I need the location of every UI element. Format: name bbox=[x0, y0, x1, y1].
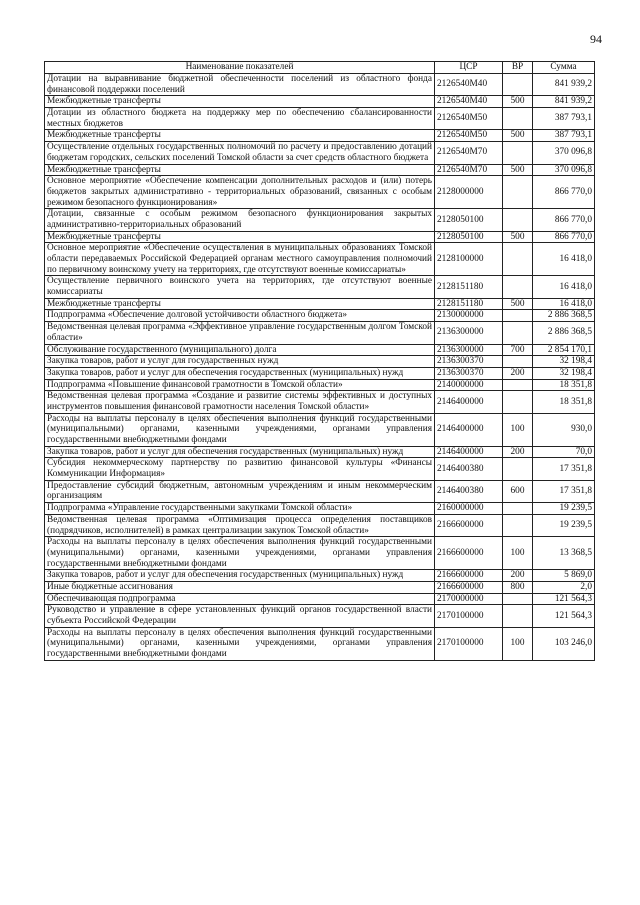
table-row bbox=[45, 243, 595, 276]
cell-vr: 700 bbox=[503, 344, 533, 356]
cell-csr: 2126540М40 bbox=[435, 74, 503, 96]
cell-csr: 2136300000 bbox=[435, 344, 503, 356]
table-header-row bbox=[45, 62, 595, 74]
cell-sum: 121 564,3 bbox=[533, 605, 595, 627]
cell-csr: 2128100000 bbox=[435, 243, 503, 276]
cell-csr: 2130000000 bbox=[435, 310, 503, 322]
cell-csr: 2170000000 bbox=[435, 593, 503, 605]
cell-vr: 500 bbox=[503, 130, 533, 142]
cell-sum: 17 351,8 bbox=[533, 458, 595, 480]
cell-sum: 17 351,8 bbox=[533, 480, 595, 502]
cell-csr: 2166600000 bbox=[435, 537, 503, 570]
page-number: 94 bbox=[590, 32, 602, 46]
cell-vr: 500 bbox=[503, 298, 533, 310]
cell-name: Подпрограмма «Повышение финансовой грамотности в Томской области» bbox=[45, 379, 435, 391]
cell-name: Осуществление первичного воинского учета на территориях, где отсутствуют военные комиссариаты bbox=[45, 276, 435, 298]
table-body bbox=[45, 74, 595, 661]
cell-sum: 103 246,0 bbox=[533, 627, 595, 660]
cell-csr: 2126540М40 bbox=[435, 96, 503, 108]
cell-csr: 2166600000 bbox=[435, 581, 503, 593]
table-row bbox=[45, 379, 595, 391]
cell-csr: 2146400000 bbox=[435, 446, 503, 458]
cell-csr: 2128151180 bbox=[435, 298, 503, 310]
cell-name: Межбюджетные трансферты bbox=[45, 298, 435, 310]
table-row bbox=[45, 130, 595, 142]
header-sum: Сумма bbox=[533, 62, 595, 74]
table-row bbox=[45, 627, 595, 660]
cell-csr: 2128050100 bbox=[435, 231, 503, 243]
cell-sum: 370 096,8 bbox=[533, 164, 595, 176]
cell-csr: 2128000000 bbox=[435, 176, 503, 209]
cell-csr: 2128050100 bbox=[435, 209, 503, 231]
cell-sum: 841 939,2 bbox=[533, 74, 595, 96]
cell-vr bbox=[503, 503, 533, 515]
table-row bbox=[45, 413, 595, 446]
cell-csr: 2146400380 bbox=[435, 458, 503, 480]
cell-csr: 2126540М50 bbox=[435, 130, 503, 142]
cell-csr: 2166600000 bbox=[435, 514, 503, 536]
cell-sum: 16 418,0 bbox=[533, 298, 595, 310]
cell-csr: 2146400000 bbox=[435, 391, 503, 413]
table-row bbox=[45, 514, 595, 536]
cell-vr: 200 bbox=[503, 446, 533, 458]
cell-name: Межбюджетные трансферты bbox=[45, 130, 435, 142]
cell-sum: 841 939,2 bbox=[533, 96, 595, 108]
cell-vr bbox=[503, 514, 533, 536]
cell-sum: 70,0 bbox=[533, 446, 595, 458]
header-name: Наименование показателей bbox=[45, 62, 435, 74]
cell-sum: 370 096,8 bbox=[533, 142, 595, 164]
cell-vr bbox=[503, 605, 533, 627]
cell-csr: 2126540М70 bbox=[435, 142, 503, 164]
cell-csr: 2146400380 bbox=[435, 480, 503, 502]
cell-vr: 500 bbox=[503, 96, 533, 108]
cell-csr: 2136300370 bbox=[435, 367, 503, 379]
cell-name: Расходы на выплаты персоналу в целях обеспечения выполнения функций государственными (муниципальными) органами, казенными учреждениями, органами управления государственными внебюджетными фондами bbox=[45, 413, 435, 446]
table-row bbox=[45, 298, 595, 310]
cell-sum: 32 198,4 bbox=[533, 356, 595, 368]
cell-name: Подпрограмма «Управление государственными закупками Томской области» bbox=[45, 503, 435, 515]
cell-vr bbox=[503, 391, 533, 413]
cell-sum: 2 854 170,1 bbox=[533, 344, 595, 356]
cell-sum: 19 239,5 bbox=[533, 514, 595, 536]
cell-vr bbox=[503, 142, 533, 164]
cell-sum: 121 564,3 bbox=[533, 593, 595, 605]
cell-vr bbox=[503, 310, 533, 322]
cell-sum: 866 770,0 bbox=[533, 231, 595, 243]
cell-name: Руководство и управление в сфере установленных функций органов государственной власти субъекта Российской Федерации bbox=[45, 605, 435, 627]
cell-sum: 387 793,1 bbox=[533, 108, 595, 130]
cell-name: Межбюджетные трансферты bbox=[45, 164, 435, 176]
cell-vr: 800 bbox=[503, 581, 533, 593]
table-row bbox=[45, 276, 595, 298]
cell-sum: 19 239,5 bbox=[533, 503, 595, 515]
cell-name: Дотации на выравнивание бюджетной обеспеченности поселений из областного фонда финансовой поддержки поселений bbox=[45, 74, 435, 96]
cell-name: Основное мероприятие «Обеспечение компенсации дополнительных расходов и (или) потерь бюджетов закрытых административно - территориальных образований, связанных с особым режимом безопасного функционирования» bbox=[45, 176, 435, 209]
cell-vr bbox=[503, 108, 533, 130]
cell-vr bbox=[503, 176, 533, 209]
cell-sum: 18 351,8 bbox=[533, 391, 595, 413]
cell-name: Ведомственная целевая программа «Создание и развитие системы эффективных и доступных инструментов повышения финансовой грамотности населения Томской области» bbox=[45, 391, 435, 413]
cell-csr: 2136300370 bbox=[435, 356, 503, 368]
cell-name: Расходы на выплаты персоналу в целях обеспечения выполнения функций государственными (муниципальными) органами, казенными учреждениями, органами управления государственными внебюджетными фондами bbox=[45, 537, 435, 570]
table-row bbox=[45, 446, 595, 458]
cell-sum: 866 770,0 bbox=[533, 209, 595, 231]
cell-csr: 2166600000 bbox=[435, 570, 503, 582]
budget-table bbox=[44, 61, 595, 661]
table-row bbox=[45, 344, 595, 356]
cell-vr bbox=[503, 379, 533, 391]
cell-csr: 2126540М70 bbox=[435, 164, 503, 176]
cell-vr bbox=[503, 74, 533, 96]
table-row bbox=[45, 480, 595, 502]
cell-name: Закупка товаров, работ и услуг для государственных нужд bbox=[45, 356, 435, 368]
cell-vr bbox=[503, 322, 533, 344]
cell-csr: 2128151180 bbox=[435, 276, 503, 298]
table-row bbox=[45, 176, 595, 209]
table-row bbox=[45, 367, 595, 379]
table-row bbox=[45, 74, 595, 96]
table-row bbox=[45, 310, 595, 322]
cell-csr: 2140000000 bbox=[435, 379, 503, 391]
cell-sum: 16 418,0 bbox=[533, 276, 595, 298]
cell-sum: 2 886 368,5 bbox=[533, 310, 595, 322]
cell-csr: 2170100000 bbox=[435, 605, 503, 627]
table-row bbox=[45, 142, 595, 164]
header-vr: ВР bbox=[503, 62, 533, 74]
cell-csr: 2126540М50 bbox=[435, 108, 503, 130]
table-row bbox=[45, 164, 595, 176]
cell-name: Иные бюджетные ассигнования bbox=[45, 581, 435, 593]
table-row bbox=[45, 209, 595, 231]
cell-vr bbox=[503, 276, 533, 298]
cell-sum: 16 418,0 bbox=[533, 243, 595, 276]
cell-csr: 2160000000 bbox=[435, 503, 503, 515]
cell-vr: 200 bbox=[503, 367, 533, 379]
cell-name: Закупка товаров, работ и услуг для обеспечения государственных (муниципальных) нужд bbox=[45, 570, 435, 582]
cell-name: Обслуживание государственного (муниципального) долга bbox=[45, 344, 435, 356]
cell-vr bbox=[503, 209, 533, 231]
cell-name: Расходы на выплаты персоналу в целях обеспечения выполнения функций государственными (муниципальными) органами, казенными учреждениями, органами управления государственными внебюджетными фондами bbox=[45, 627, 435, 660]
cell-sum: 866 770,0 bbox=[533, 176, 595, 209]
table-row bbox=[45, 503, 595, 515]
cell-sum: 930,0 bbox=[533, 413, 595, 446]
cell-vr bbox=[503, 458, 533, 480]
cell-vr bbox=[503, 593, 533, 605]
cell-name: Осуществление отдельных государственных полномочий по расчету и предоставлению дотаций бюджетам городских, сельских поселений Томской области за счет средств областного бюджета bbox=[45, 142, 435, 164]
cell-sum: 18 351,8 bbox=[533, 379, 595, 391]
cell-csr: 2146400000 bbox=[435, 413, 503, 446]
cell-name: Закупка товаров, работ и услуг для обеспечения государственных (муниципальных) нужд bbox=[45, 367, 435, 379]
table-row bbox=[45, 96, 595, 108]
cell-vr: 200 bbox=[503, 570, 533, 582]
table-row bbox=[45, 458, 595, 480]
table-row bbox=[45, 231, 595, 243]
table-row bbox=[45, 581, 595, 593]
cell-vr: 100 bbox=[503, 627, 533, 660]
cell-sum: 5 869,0 bbox=[533, 570, 595, 582]
cell-name: Дотации, связанные с особым режимом безопасного функционирования закрытых административно-территориальных образований bbox=[45, 209, 435, 231]
cell-vr: 100 bbox=[503, 413, 533, 446]
cell-sum: 13 368,5 bbox=[533, 537, 595, 570]
cell-csr: 2136300000 bbox=[435, 322, 503, 344]
cell-name: Межбюджетные трансферты bbox=[45, 231, 435, 243]
cell-name: Ведомственная целевая программа «Оптимизация процесса определения поставщиков (подрядчиков, исполнителей) в рамках централизации закупок Томской области» bbox=[45, 514, 435, 536]
header-csr: ЦСР bbox=[435, 62, 503, 74]
cell-vr: 100 bbox=[503, 537, 533, 570]
table-row bbox=[45, 605, 595, 627]
cell-name: Дотации из областного бюджета на поддержку мер по обеспечению сбалансированности местных бюджетов bbox=[45, 108, 435, 130]
cell-name: Подпрограмма «Обеспечение долговой устойчивости областного бюджета» bbox=[45, 310, 435, 322]
cell-sum: 387 793,1 bbox=[533, 130, 595, 142]
table-row bbox=[45, 593, 595, 605]
table-row bbox=[45, 537, 595, 570]
cell-name: Межбюджетные трансферты bbox=[45, 96, 435, 108]
table-row bbox=[45, 108, 595, 130]
table-row bbox=[45, 356, 595, 368]
cell-vr bbox=[503, 356, 533, 368]
table-row bbox=[45, 322, 595, 344]
cell-name: Закупка товаров, работ и услуг для обеспечения государственных (муниципальных) нужд bbox=[45, 446, 435, 458]
cell-name: Предоставление субсидий бюджетным, автономным учреждениям и иным некоммерческим организациям bbox=[45, 480, 435, 502]
table-row bbox=[45, 391, 595, 413]
cell-vr: 600 bbox=[503, 480, 533, 502]
cell-csr: 2170100000 bbox=[435, 627, 503, 660]
table-row bbox=[45, 570, 595, 582]
cell-name: Обеспечивающая подпрограмма bbox=[45, 593, 435, 605]
cell-name: Ведомственная целевая программа «Эффективное управление государственным долгом Томской области» bbox=[45, 322, 435, 344]
cell-vr bbox=[503, 243, 533, 276]
cell-sum: 2,0 bbox=[533, 581, 595, 593]
cell-name: Основное мероприятие «Обеспечение осуществления в муниципальных образованиях Томской области передаваемых Российской Федерацией органам местного самоуправления полномочий по первичному воинскому учету на территориях, где отсутствуют военные комиссариаты» bbox=[45, 243, 435, 276]
cell-name: Субсидия некоммерческому партнерству по развитию финансовой культуры «Финансы Коммуникации Информация» bbox=[45, 458, 435, 480]
cell-vr: 500 bbox=[503, 164, 533, 176]
cell-vr: 500 bbox=[503, 231, 533, 243]
cell-sum: 32 198,4 bbox=[533, 367, 595, 379]
cell-sum: 2 886 368,5 bbox=[533, 322, 595, 344]
